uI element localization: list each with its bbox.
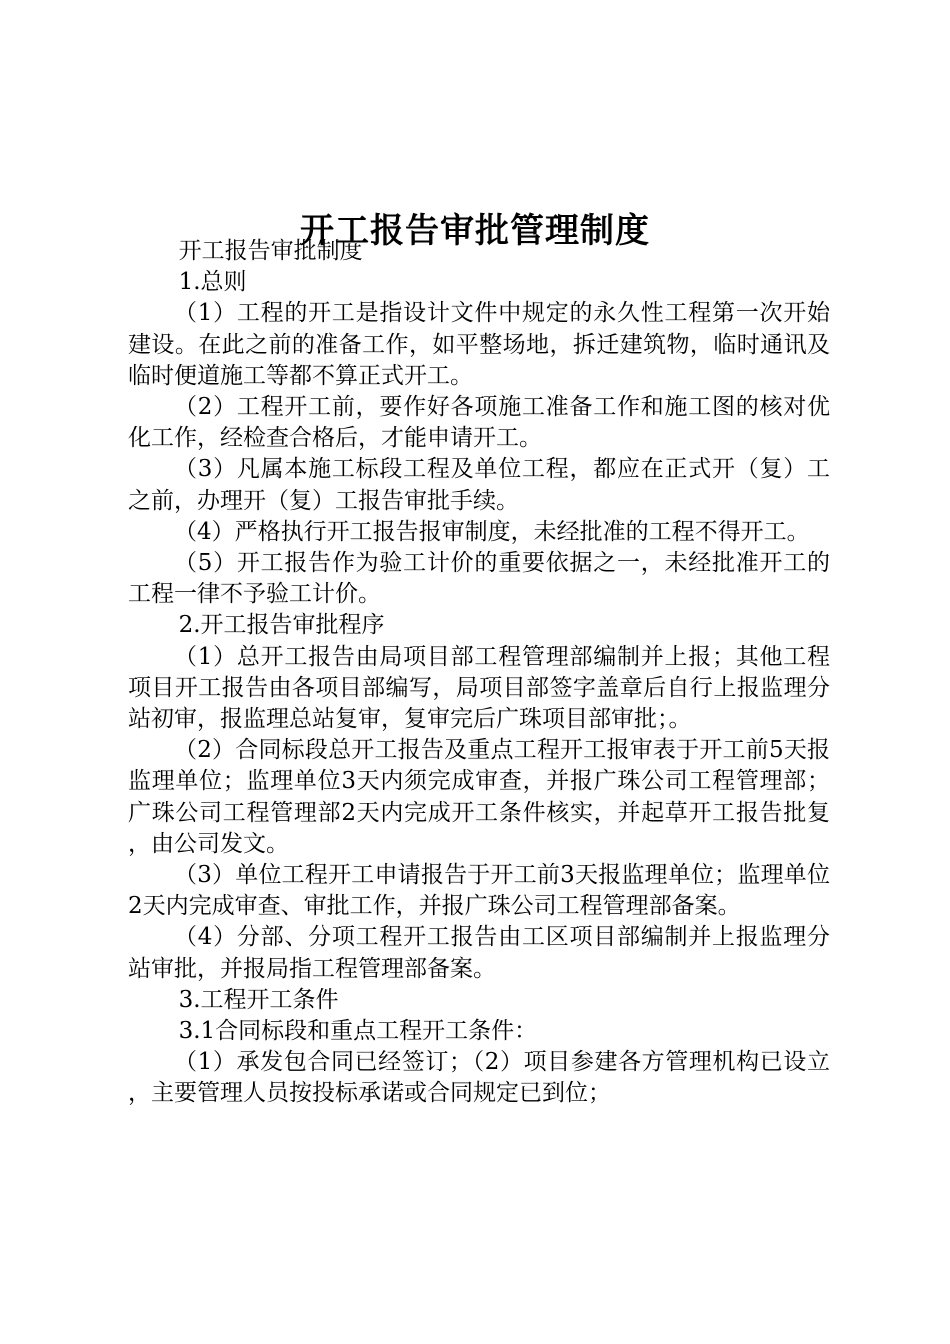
paragraph: （1）工程的开工是指设计文件中规定的永久性工程第一次开始建设。在此之前的准备工作，如平整场地，拆迁建筑物，临时通讯及临时便道施工等都不算正式开工。 [128,300,830,389]
section-heading-conditions: 3.工程开工条件 [178,986,339,1013]
paragraph: （2）工程开工前，要作好各项施工准备工作和施工图的核对优化工作，经检查合格后，才能申请开工。 [128,394,830,452]
section-heading-procedure: 2.开工报告审批程序 [178,612,385,639]
paragraph: （1）总开工报告由局项目部工程管理部编制并上报；其他工程项目开工报告由各项目部编写，局项目部签字盖章后自行上报监理分站初审，报监理总站复审，复审完后广珠项目部审批；。 [128,643,830,733]
section-heading-general: 1.总则 [178,269,247,296]
paragraph: （3）凡属本施工标段工程及单位工程，都应在正式开（复）工之前，办理开（复）工报告审批手续。 [128,456,830,514]
paragraph: （5）开工报告作为验工计价的重要依据之一，未经批准开工的工程一律不予验工计价。 [128,550,830,608]
section-title: 开工报告审批制度 [178,238,363,264]
paragraph: （4）严格执行开工报告报审制度，未经批准的工程不得开工。 [174,518,810,545]
document-title: 开工报告审批管理制度 [300,210,650,251]
paragraph: （1）承发包合同已经签订；（2）项目参建各方管理机构已设立，主要管理人员按投标承诺或合同规定已到位； [128,1049,830,1107]
subsection-heading: 3.1合同标段和重点工程开工条件： [178,1018,538,1045]
paragraph: （2）合同标段总开工报告及重点工程开工报审表于开工前5天报监理单位；监理单位3天内须完成审查，并报广珠公司工程管理部；广珠公司工程管理部2天内完成开工条件核实，并起草开工报告批复，由公司发文。 [128,737,830,857]
document-body [128,236,830,1110]
paragraph: （4）分部、分项工程开工报告由工区项目部编制并上报监理分站审批，并报局指工程管理部备案。 [128,924,830,982]
paragraph: （3）单位工程开工申请报告于开工前3天报监理单位；监理单位2天内完成审查、审批工作，并报广珠公司工程管理部备案。 [128,862,830,920]
